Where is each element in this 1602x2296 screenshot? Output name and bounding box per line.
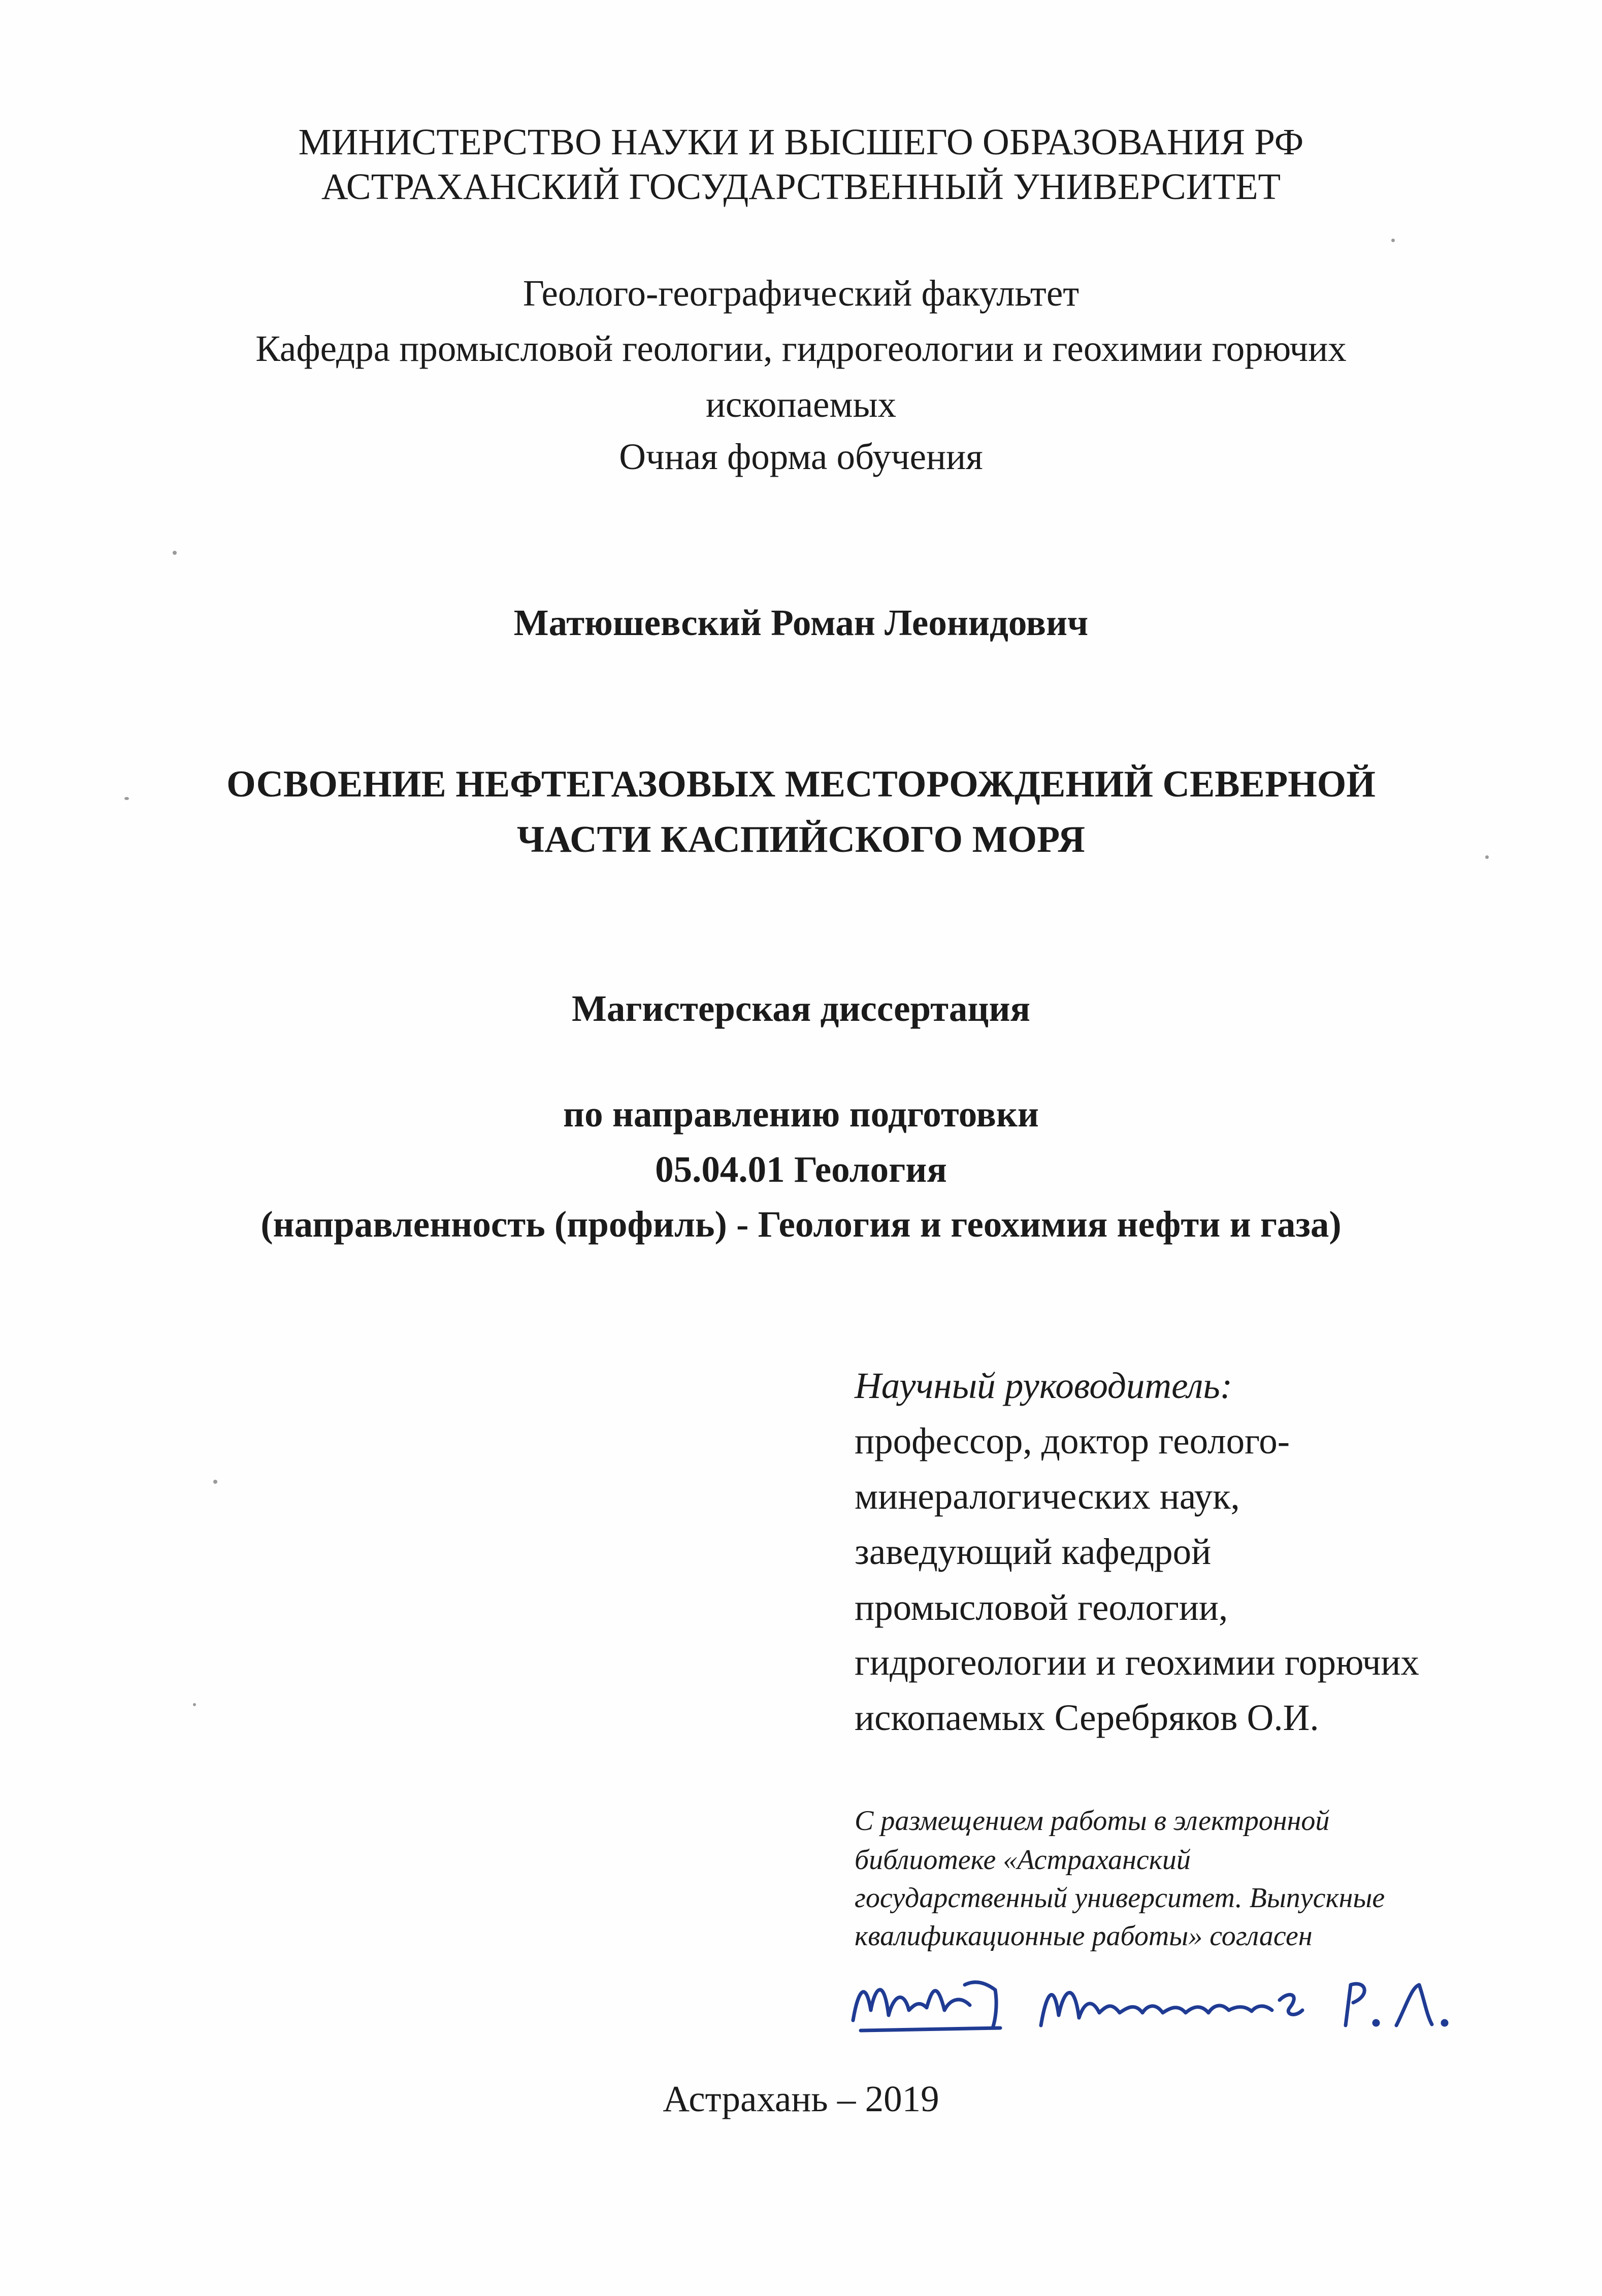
ministry-name: МИНИСТЕРСТВО НАУКИ И ВЫСШЕГО ОБРАЗОВАНИЯ РФ: [298, 121, 1304, 162]
thesis-title-line2: ЧАСТИ КАСПИЙСКОГО МОРЯ: [517, 819, 1085, 860]
scan-speck: [1485, 855, 1489, 859]
department-name-line2: ископаемых: [705, 384, 897, 425]
handwritten-signature: [843, 1959, 1503, 2046]
direction-code: 05.04.01 Геология: [655, 1149, 947, 1190]
supervisor-line: гидрогеологии и геохимии горючих: [855, 1642, 1420, 1683]
city-year: Астрахань – 2019: [663, 2078, 939, 2119]
scan-speck: [124, 797, 129, 800]
department-name-line1: Кафедра промысловой геологии, гидрогеологии и геохимии горючих: [255, 328, 1347, 369]
university-name: АСТРАХАНСКИЙ ГОСУДАРСТВЕННЫЙ УНИВЕРСИТЕТ: [321, 166, 1281, 207]
consent-line: библиотеке «Астраханский: [855, 1844, 1191, 1876]
thesis-title-line1: ОСВОЕНИЕ НЕФТЕГАЗОВЫХ МЕСТОРОЖДЕНИЙ СЕВЕРНОЙ: [226, 763, 1376, 805]
consent-line: С размещением работы в электронной: [855, 1805, 1330, 1837]
author-name: Матюшевский Роман Леонидович: [513, 602, 1089, 643]
consent-line: государственный университет. Выпускные: [855, 1882, 1385, 1914]
scan-speck: [193, 1703, 196, 1706]
supervisor-line: профессор, доктор геолого-: [855, 1420, 1290, 1461]
supervisor-line: ископаемых Серебряков О.И.: [855, 1697, 1319, 1738]
study-form: Очная форма обучения: [619, 436, 983, 477]
direction-profile: (направленность (профиль) - Геология и геохимия нефти и газа): [260, 1204, 1342, 1245]
supervisor-line: минералогических наук,: [855, 1476, 1240, 1517]
supervisor-line: промысловой геологии,: [855, 1587, 1228, 1628]
scan-speck: [173, 551, 177, 555]
faculty-name: Геолого-географический факультет: [522, 273, 1080, 314]
consent-line: квалификационные работы» согласен: [855, 1920, 1313, 1952]
work-type: Магистерская диссертация: [571, 988, 1031, 1029]
supervisor-label: Научный руководитель:: [855, 1365, 1233, 1406]
scan-speck: [1391, 239, 1395, 242]
direction-line1: по направлению подготовки: [563, 1093, 1039, 1135]
supervisor-line: заведующий кафедрой: [855, 1531, 1212, 1572]
scan-speck: [213, 1480, 217, 1484]
